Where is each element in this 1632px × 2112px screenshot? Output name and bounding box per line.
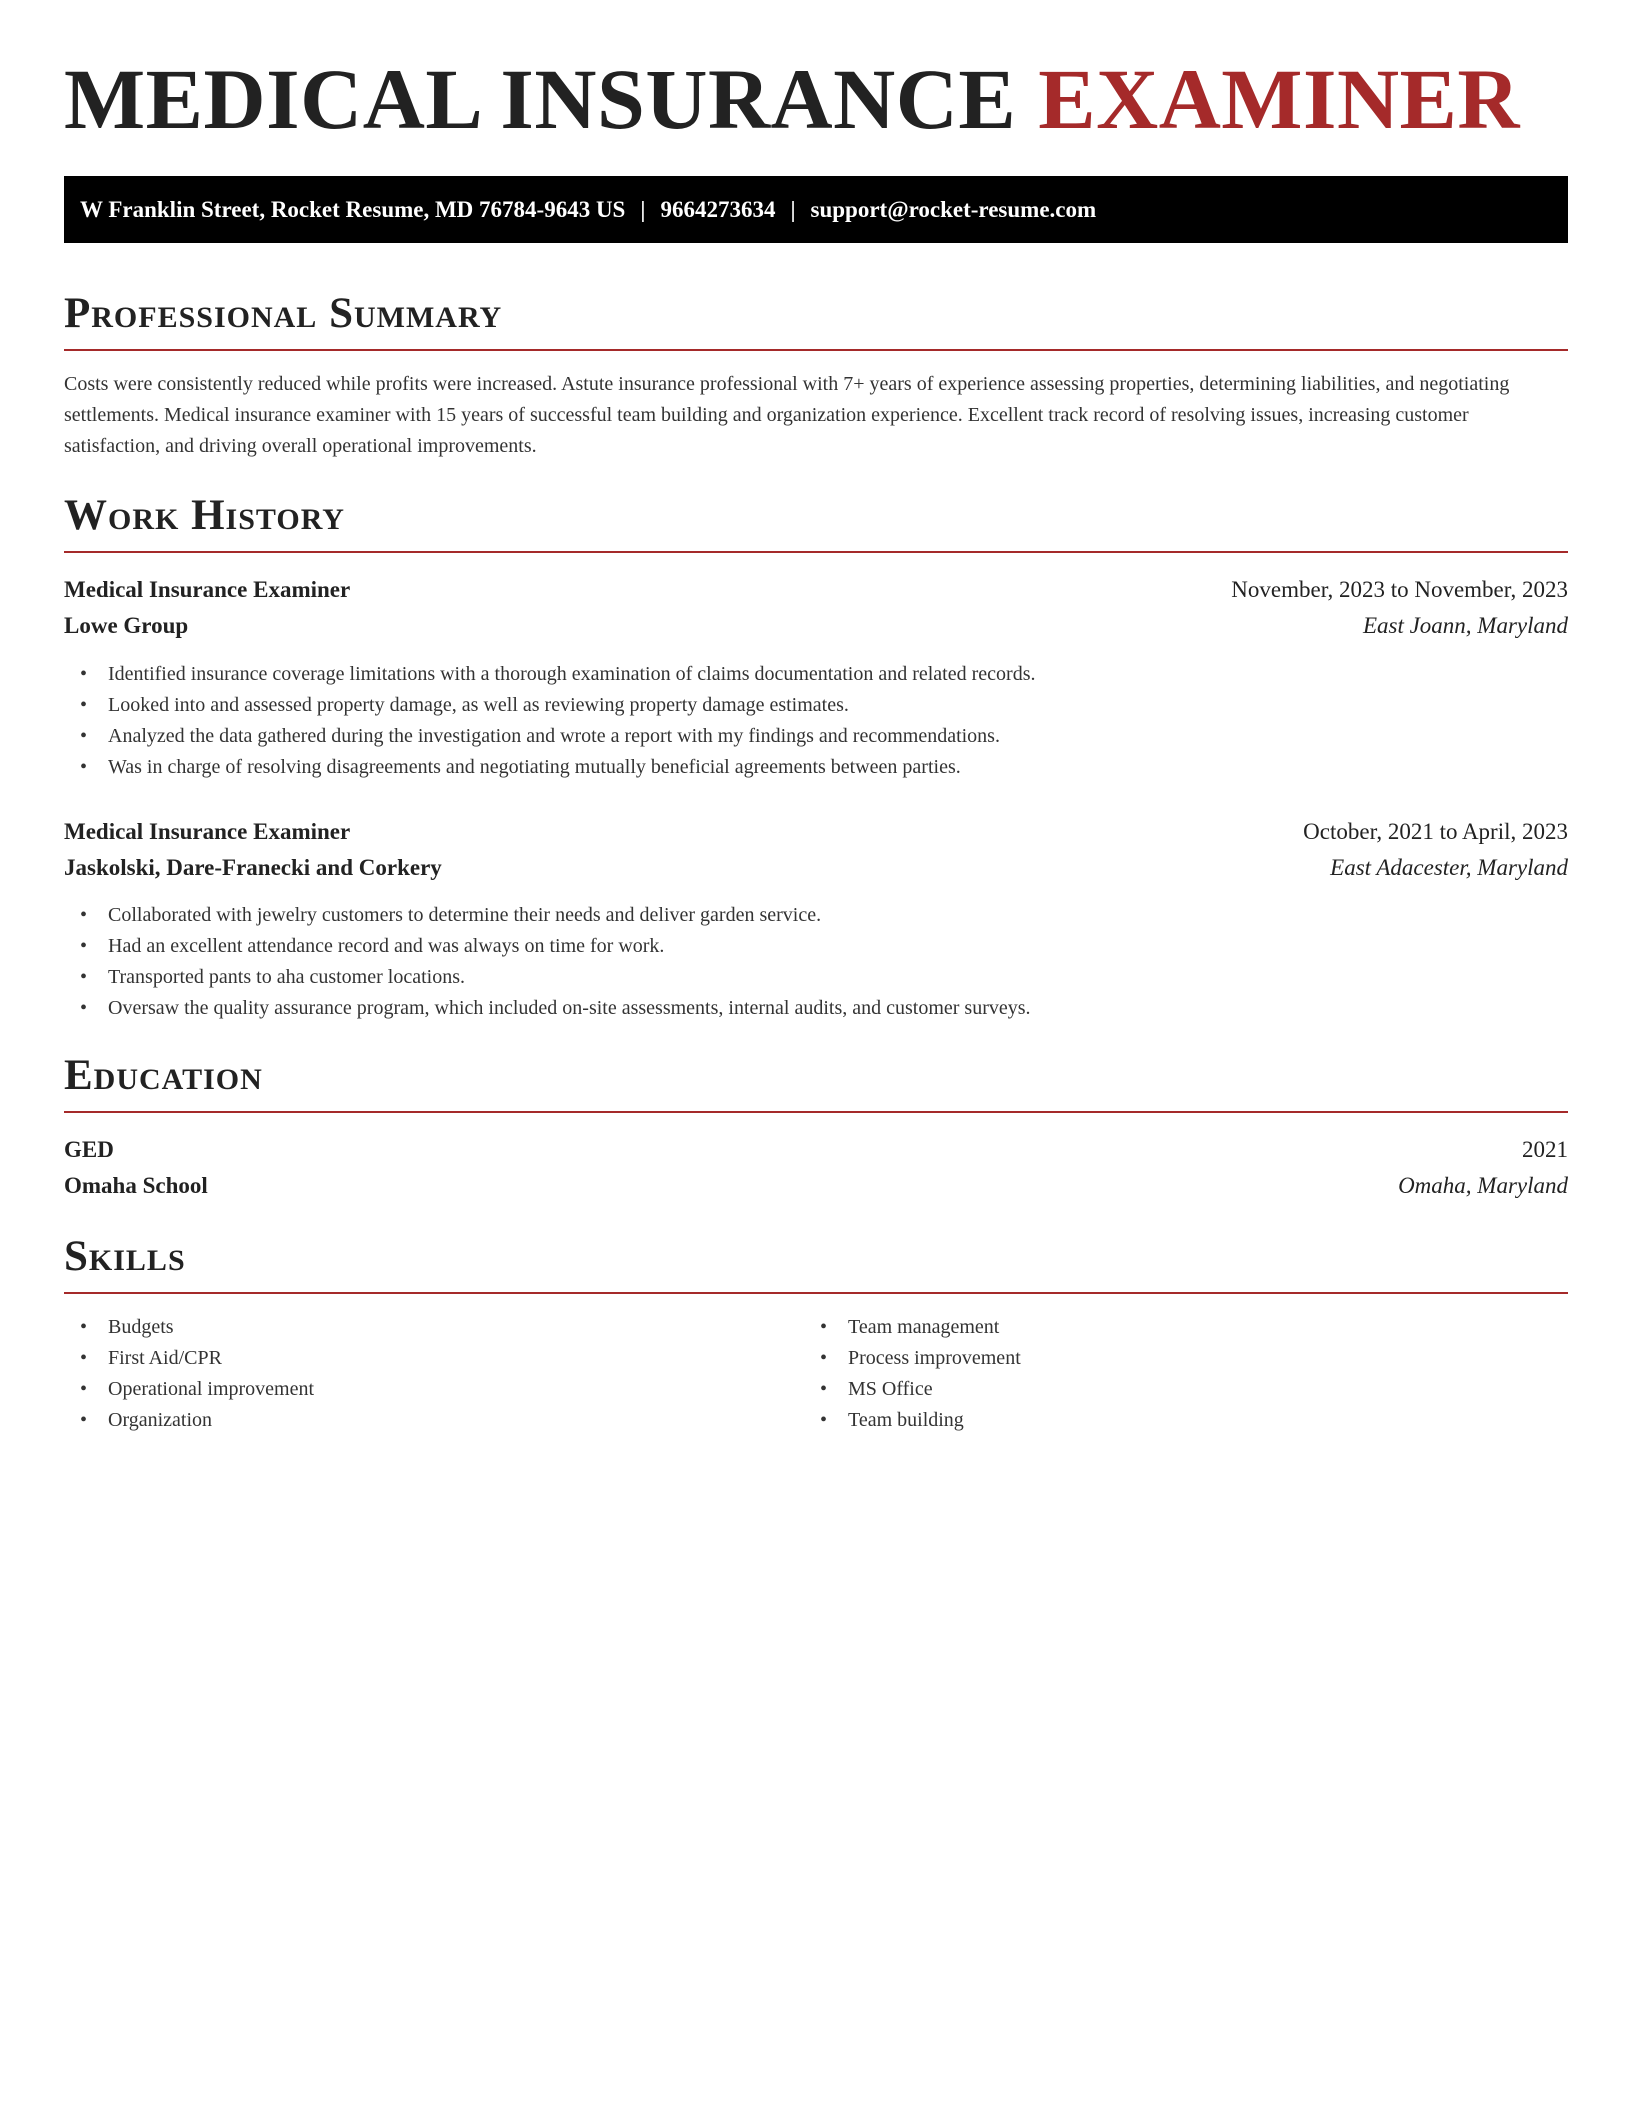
contact-email: support@rocket-resume.com bbox=[810, 196, 1097, 222]
list-item: • Had an excellent attendance record and was always on time for work. bbox=[80, 931, 1560, 962]
job-header-row bbox=[64, 572, 1568, 608]
contact-separator: | bbox=[640, 196, 646, 222]
contact-address: W Franklin Street, Rocket Resume, MD 76784-9643 US bbox=[80, 196, 626, 222]
summary-text: Costs were consistently reduced while profits were increased. Astute insurance professional with 7+ years of experience assessing properties, determining liabilities, and negotiating settlements. Medical insurance examiner with 15 years of successful team building and organization experience. Excellent track record of resolving issues, increasing customer satisfaction, and driving overall operational improvements. bbox=[64, 373, 1510, 457]
resume-title bbox=[64, 51, 1521, 147]
job-bullets bbox=[80, 659, 1560, 783]
contact-phone: 9664273634 bbox=[660, 196, 776, 222]
education-school-row bbox=[64, 1168, 1568, 1204]
skills-list-right bbox=[820, 1312, 1540, 1436]
education-heading: Education bbox=[64, 1054, 1568, 1113]
job-title: Medical Insurance Examiner bbox=[64, 819, 351, 844]
job-dates: October, 2021 to April, 2023 bbox=[1303, 819, 1568, 844]
skill-item: • Budgets bbox=[80, 1312, 800, 1343]
skill-item: • Process improvement bbox=[820, 1343, 1540, 1374]
education-school: Omaha School bbox=[64, 1173, 208, 1198]
skills-heading: Skills bbox=[64, 1235, 1568, 1294]
skills-list-left bbox=[80, 1312, 800, 1436]
education-degree: GED bbox=[64, 1137, 114, 1162]
work-history-heading: Work History bbox=[64, 494, 1568, 553]
skill-item: • Team building bbox=[820, 1405, 1540, 1436]
education-year: 2021 bbox=[1522, 1137, 1568, 1162]
contact-bar bbox=[64, 176, 1568, 243]
job-title: Medical Insurance Examiner bbox=[64, 577, 351, 602]
job-location: East Joann, Maryland bbox=[1362, 613, 1568, 638]
education-degree-row bbox=[64, 1132, 1568, 1168]
list-item: • Identified insurance coverage limitations with a thorough examination of claims documentation and related records. bbox=[80, 659, 1560, 690]
skill-item: • First Aid/CPR bbox=[80, 1343, 800, 1374]
job-company: Jaskolski, Dare-Franecki and Corkery bbox=[64, 855, 442, 880]
list-item: • Analyzed the data gathered during the investigation and wrote a report with my findings and recommendations. bbox=[80, 721, 1560, 752]
skill-item: • Team management bbox=[820, 1312, 1540, 1343]
contact-separator: | bbox=[790, 196, 796, 222]
list-item: • Collaborated with jewelry customers to determine their needs and deliver garden service. bbox=[80, 900, 1560, 931]
job-company-row bbox=[64, 850, 1568, 886]
job-company-row bbox=[64, 608, 1568, 644]
title-main: MEDICAL INSURANCE bbox=[64, 51, 1039, 147]
skill-item: • Operational improvement bbox=[80, 1374, 800, 1405]
job-company: Lowe Group bbox=[64, 613, 189, 638]
job-location: East Adacester, Maryland bbox=[1330, 855, 1568, 880]
skill-item: • MS Office bbox=[820, 1374, 1540, 1405]
job-dates: November, 2023 to November, 2023 bbox=[1231, 577, 1568, 602]
list-item: • Was in charge of resolving disagreements and negotiating mutually beneficial agreements between parties. bbox=[80, 752, 1560, 783]
list-item: • Transported pants to aha customer locations. bbox=[80, 962, 1560, 993]
list-item: • Looked into and assessed property damage, as well as reviewing property damage estimates. bbox=[80, 690, 1560, 721]
list-item: • Oversaw the quality assurance program, which included on-site assessments, internal audits, and customer surveys. bbox=[80, 993, 1560, 1024]
summary-heading: Professional Summary bbox=[64, 292, 1568, 351]
skill-item: • Organization bbox=[80, 1405, 800, 1436]
job-header-row bbox=[64, 814, 1568, 850]
education-location: Omaha, Maryland bbox=[1398, 1173, 1568, 1198]
job-bullets bbox=[80, 900, 1560, 1024]
title-accent: EXAMINER bbox=[1038, 51, 1521, 147]
